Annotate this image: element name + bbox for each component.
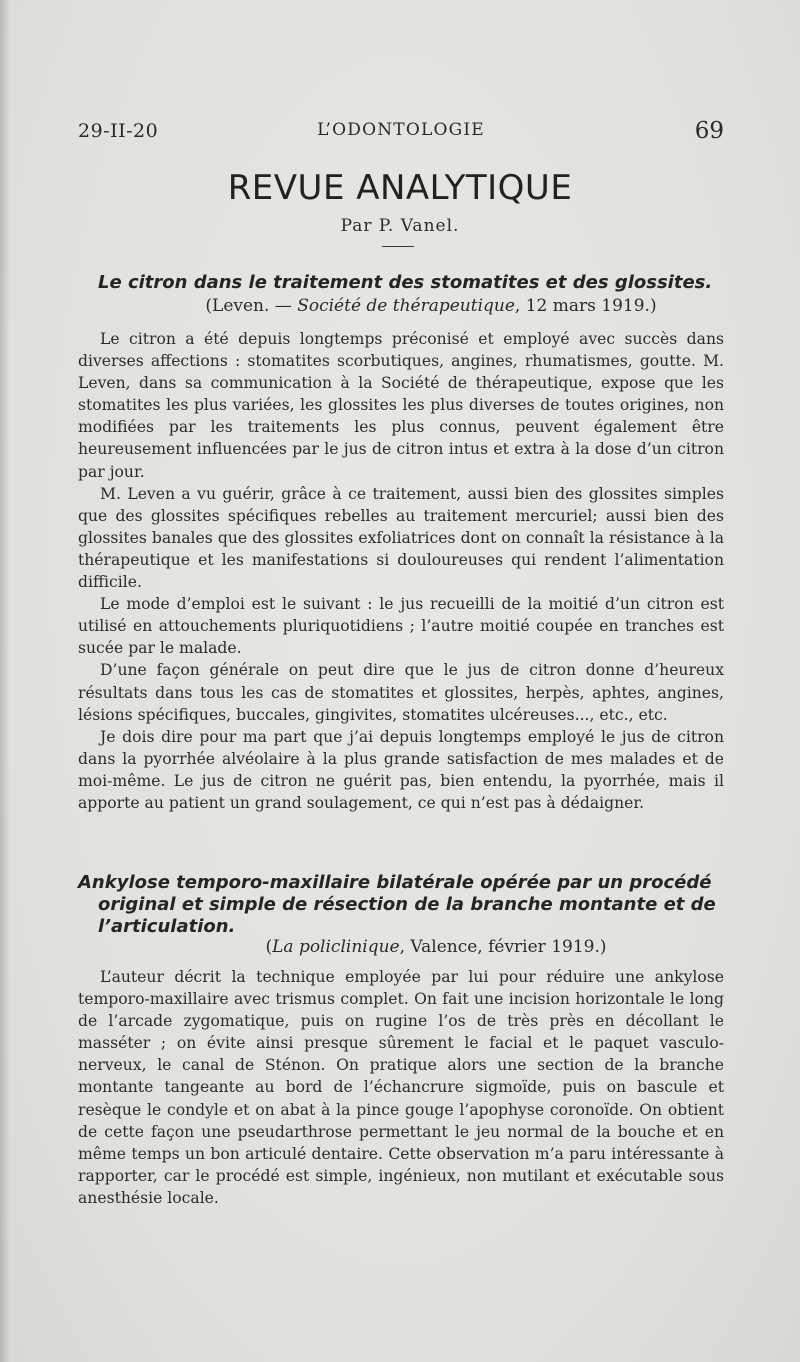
article-2-title: Ankylose temporo-maxillaire bilatérale opérée par un procédé original et simple de résection de la branche montante et de l’articulation.: [78, 872, 716, 937]
header-date: 29-II-20: [78, 120, 159, 142]
article-1-source: [78, 296, 724, 316]
article-2-source: [78, 937, 724, 957]
article-2-source-journal: La policlinique: [272, 937, 400, 957]
article-2-source-close: , Valence, février 1919.): [399, 937, 607, 957]
article-1-paragraph: Je dois dire pour ma part que j’ai depuis longtemps employé le jus de citron dans la pyorrhée alvéolaire à la plus grande satisfaction de mes malades et de moi-même. Le jus de citron ne guérit pas, bien entendu, la pyorrhée, mais il apporte au patient un grand soulagement, ce qui n’est pas à dédaigner.: [78, 727, 724, 812]
article-1-paragraph: Le citron a été depuis longtemps préconisé et employé avec succès dans diverses affections : stomatites scorbutiques, angines, rhumatismes, goutte. M. Leven, dans sa communication à la Société de thérapeutique, expose que les stomatites les plus variées, les glossites les plus diverses de toutes origines, non modifiées par les traitements les plus connus, peuvent également être heureusement influencées par le jus de citron intus et extra à la dose d’un citron par jour.: [78, 330, 724, 481]
article-1-body: [78, 328, 724, 814]
header-journal: L’ODONTOLOGIE: [317, 120, 485, 140]
article-1-paragraph: Le mode d’emploi est le suivant : le jus recueilli de la moitié d’un citron est utilisé en attouchements pluriquotidiens ; l’autre moitié coupée en tranches est sucée par le malade.: [78, 595, 724, 658]
article-1-paragraph: M. Leven a vu guérir, grâce à ce traitement, aussi bien des glossites simples que des glossites spécifiques rebelles au traitement mercuriel; aussi bien des glossites banales que des glossites exfoliatrices dont on connaît la résistance à la thérapeutique et les manifestations si douloureuses qui rendent l’alimentation difficile.: [78, 484, 724, 592]
article-2-paragraph: L’auteur décrit la technique employée par lui pour réduire une ankylose temporo-maxillaire avec trismus complet. On fait une incision horizontale le long de l’arcade zygomatique, puis on rugine l’os de très près en décollant le masséter ; on évite ainsi presque sûrement le facial et le paquet vasculo-nerveux, le canal de Sténon. On pratique alors une section de la branche montante tangeante au bord de l’échancrure sigmoïde, puis on bascule et resèque le condyle et on abat à la pince gouge l’apophyse coronoïde. On obtient de cette façon une pseudarthrose permettant le jeu normal de la bouche et en même temps un bon articulé dentaire. Cette observation m’a paru intéressante à rapporter, car le procédé est simple, ingénieux, non mutilant et exécutable sous anesthésie locale.: [78, 968, 724, 1207]
article-1-title: Le citron dans le traitement des stomatites et des glossites.: [98, 272, 713, 293]
running-header: [78, 116, 724, 146]
article-2-body: [78, 966, 724, 1209]
article-1-source-open: (Leven. —: [205, 296, 298, 316]
page-title: REVUE ANALYTIQUE: [227, 168, 573, 208]
byline: Par P. Vanel.: [340, 216, 460, 236]
article-2-source-open: (: [265, 937, 273, 957]
article-1-source-close: , 12 mars 1919.): [514, 296, 657, 316]
page-number: 69: [694, 118, 724, 144]
article-1-source-journal: Société de thérapeutique: [297, 296, 515, 316]
article-1-paragraph: D’une façon générale on peut dire que le jus de citron donne d’heureux résultats dans tous les cas de stomatites et glossites, herpès, aphtes, angines, lésions spécifiques, buccales, gingivites, stomatites ulcéreuses..., etc., etc.: [78, 661, 724, 724]
divider-rule: [382, 246, 414, 247]
